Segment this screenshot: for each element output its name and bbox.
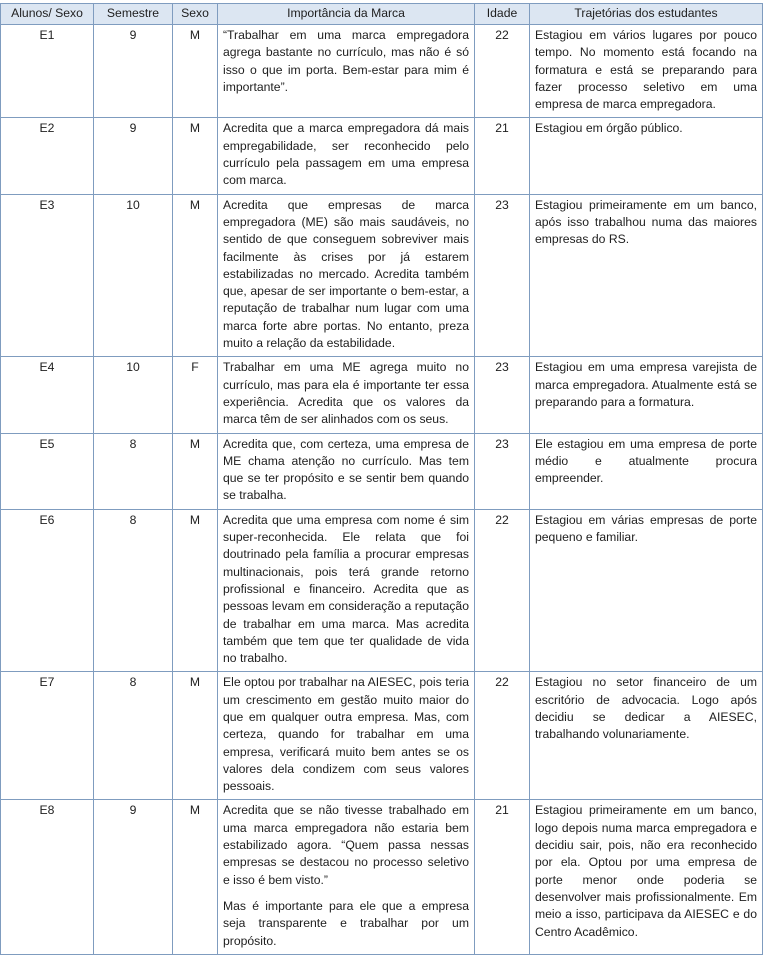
- table-row: [1, 194, 763, 357]
- cell-idade: 22: [475, 672, 530, 800]
- cell-semestre: 10: [94, 357, 173, 433]
- importancia-text: Acredita que a marca empregadora dá mais empregabilidade, ser reconhecido pelo currículo pela passagem em uma empresa com marca.: [223, 121, 469, 188]
- cell-trajetoria: Estagiou em vários lugares por pouco tempo. No momento está focando na formatura e está se preparando para fazer processo seletivo em uma empresa de marca empregadora.: [530, 25, 763, 118]
- cell-importancia: [218, 509, 475, 672]
- table-row: [1, 25, 763, 118]
- importancia-text: Mas é importante para ele que a empresa seja transparente e trabalhar por um propósito.: [223, 898, 469, 948]
- cell-idade: 21: [475, 118, 530, 194]
- table-row: [1, 509, 763, 672]
- cell-idade: 23: [475, 194, 530, 357]
- cell-trajetoria: Estagiou primeiramente em um banco, logo depois numa marca empregadora e decidiu sair, pois, não era reconhecido por ela. Optou por uma empresa de porte menor onde poderia se desenvolver mais profissionalmente. Em meio a isso, participava da AIESEC e do Centro Acadêmico.: [530, 800, 763, 954]
- cell-trajetoria: Ele estagiou em uma empresa de porte médio e atualmente procura empreender.: [530, 433, 763, 509]
- header-sexo: Sexo: [173, 4, 218, 25]
- cell-aluno: E7: [1, 672, 94, 800]
- cell-sexo: M: [173, 118, 218, 194]
- cell-trajetoria: Estagiou em várias empresas de porte pequeno e familiar.: [530, 509, 763, 672]
- cell-idade: 22: [475, 25, 530, 118]
- cell-importancia: [218, 357, 475, 433]
- cell-importancia: [218, 800, 475, 954]
- cell-trajetoria: Estagiou primeiramente em um banco, após isso trabalhou numa das maiores empresas do RS.: [530, 194, 763, 357]
- cell-aluno: E2: [1, 118, 94, 194]
- importancia-text: Acredita que uma empresa com nome é sim super-reconhecida. Ele relata que foi doutrinado pela família a procurar empresas multinacionais, pois terá grande retorno profissional e financeiro. Acredita que as pessoas levam em consideração a reputação de trabalhar em uma marca. Mas acredita também que tem que ter qualidade de vida no trabalho.: [223, 512, 469, 666]
- cell-aluno: E6: [1, 509, 94, 672]
- cell-idade: 22: [475, 509, 530, 672]
- cell-semestre: 9: [94, 25, 173, 118]
- cell-aluno: E1: [1, 25, 94, 118]
- header-semestre: Semestre: [94, 4, 173, 25]
- students-table: [0, 3, 763, 955]
- cell-sexo: M: [173, 672, 218, 800]
- cell-semestre: 8: [94, 509, 173, 672]
- cell-semestre: 9: [94, 800, 173, 954]
- cell-importancia: [218, 433, 475, 509]
- cell-aluno: E5: [1, 433, 94, 509]
- importancia-text: Acredita que, com certeza, uma empresa de ME chama atenção no currículo. Mas tem que se ter propósito e se sentir bem quando se trabalha.: [223, 436, 469, 503]
- cell-semestre: 8: [94, 433, 173, 509]
- table-row: [1, 118, 763, 194]
- cell-importancia: [218, 118, 475, 194]
- cell-idade: 23: [475, 433, 530, 509]
- header-idade: Idade: [475, 4, 530, 25]
- cell-sexo: M: [173, 509, 218, 672]
- table-row: [1, 800, 763, 954]
- table-row: [1, 357, 763, 433]
- cell-sexo: F: [173, 357, 218, 433]
- cell-sexo: M: [173, 800, 218, 954]
- cell-trajetoria: Estagiou no setor financeiro de um escritório de advocacia. Logo após decidiu se dedicar a AIESEC, trabalhando volunariamente.: [530, 672, 763, 800]
- importancia-text: Acredita que se não tivesse trabalhado em uma marca empregadora não estaria bem estabilizado agora. “Quem passa nessas empresas se destacou no processo seletivo e isso é bem visto.”: [223, 803, 469, 887]
- cell-aluno: E3: [1, 194, 94, 357]
- table-row: [1, 672, 763, 800]
- cell-sexo: M: [173, 25, 218, 118]
- cell-semestre: 8: [94, 672, 173, 800]
- cell-trajetoria: Estagiou em órgão público.: [530, 118, 763, 194]
- cell-sexo: M: [173, 194, 218, 357]
- header-importancia-da-marca: Importância da Marca: [218, 4, 475, 25]
- cell-idade: 23: [475, 357, 530, 433]
- cell-importancia: [218, 672, 475, 800]
- cell-semestre: 9: [94, 118, 173, 194]
- importancia-text: Ele optou por trabalhar na AIESEC, pois teria um crescimento em gestão muito maior do que em qualquer outra empresa. Mas, com certeza, quando for trabalhar em uma empresa, verificará muito bem antes se os valores dela condizem com seus valores pessoais.: [223, 675, 469, 794]
- cell-aluno: E4: [1, 357, 94, 433]
- cell-importancia: [218, 194, 475, 357]
- importancia-text: “Trabalhar em uma marca empregadora agrega bastante no currículo, mas não é só isso o que im porta. Bem-estar para mim é importante”.: [223, 28, 469, 94]
- header-alunos-sexo: Alunos/ Sexo: [1, 4, 94, 25]
- importancia-text: Trabalhar em uma ME agrega muito no currículo, mas para ela é importante ter essa experiência. Acredita que os valores da marca têm de ser alinhados com os seus.: [223, 360, 469, 427]
- importancia-text: Acredita que empresas de marca empregadora (ME) são mais saudáveis, no sentido de que conseguem sobreviver mais facilmente às crises por já estarem estabilizadas no mercado. Acredita também que, apesar de ser importante o bem-estar, a reputação de trabalhar num lugar com uma marca forte abre portas. No entanto, preza muito a relação da estabilidade.: [223, 197, 469, 351]
- cell-aluno: E8: [1, 800, 94, 954]
- cell-trajetoria: Estagiou em uma empresa varejista de marca empregadora. Atualmente está se preparando para a formatura.: [530, 357, 763, 433]
- table-row: [1, 433, 763, 509]
- cell-semestre: 10: [94, 194, 173, 357]
- header-trajetorias: Trajetórias dos estudantes: [530, 4, 763, 25]
- header-row: [1, 4, 763, 25]
- cell-importancia: [218, 25, 475, 118]
- cell-sexo: M: [173, 433, 218, 509]
- cell-idade: 21: [475, 800, 530, 954]
